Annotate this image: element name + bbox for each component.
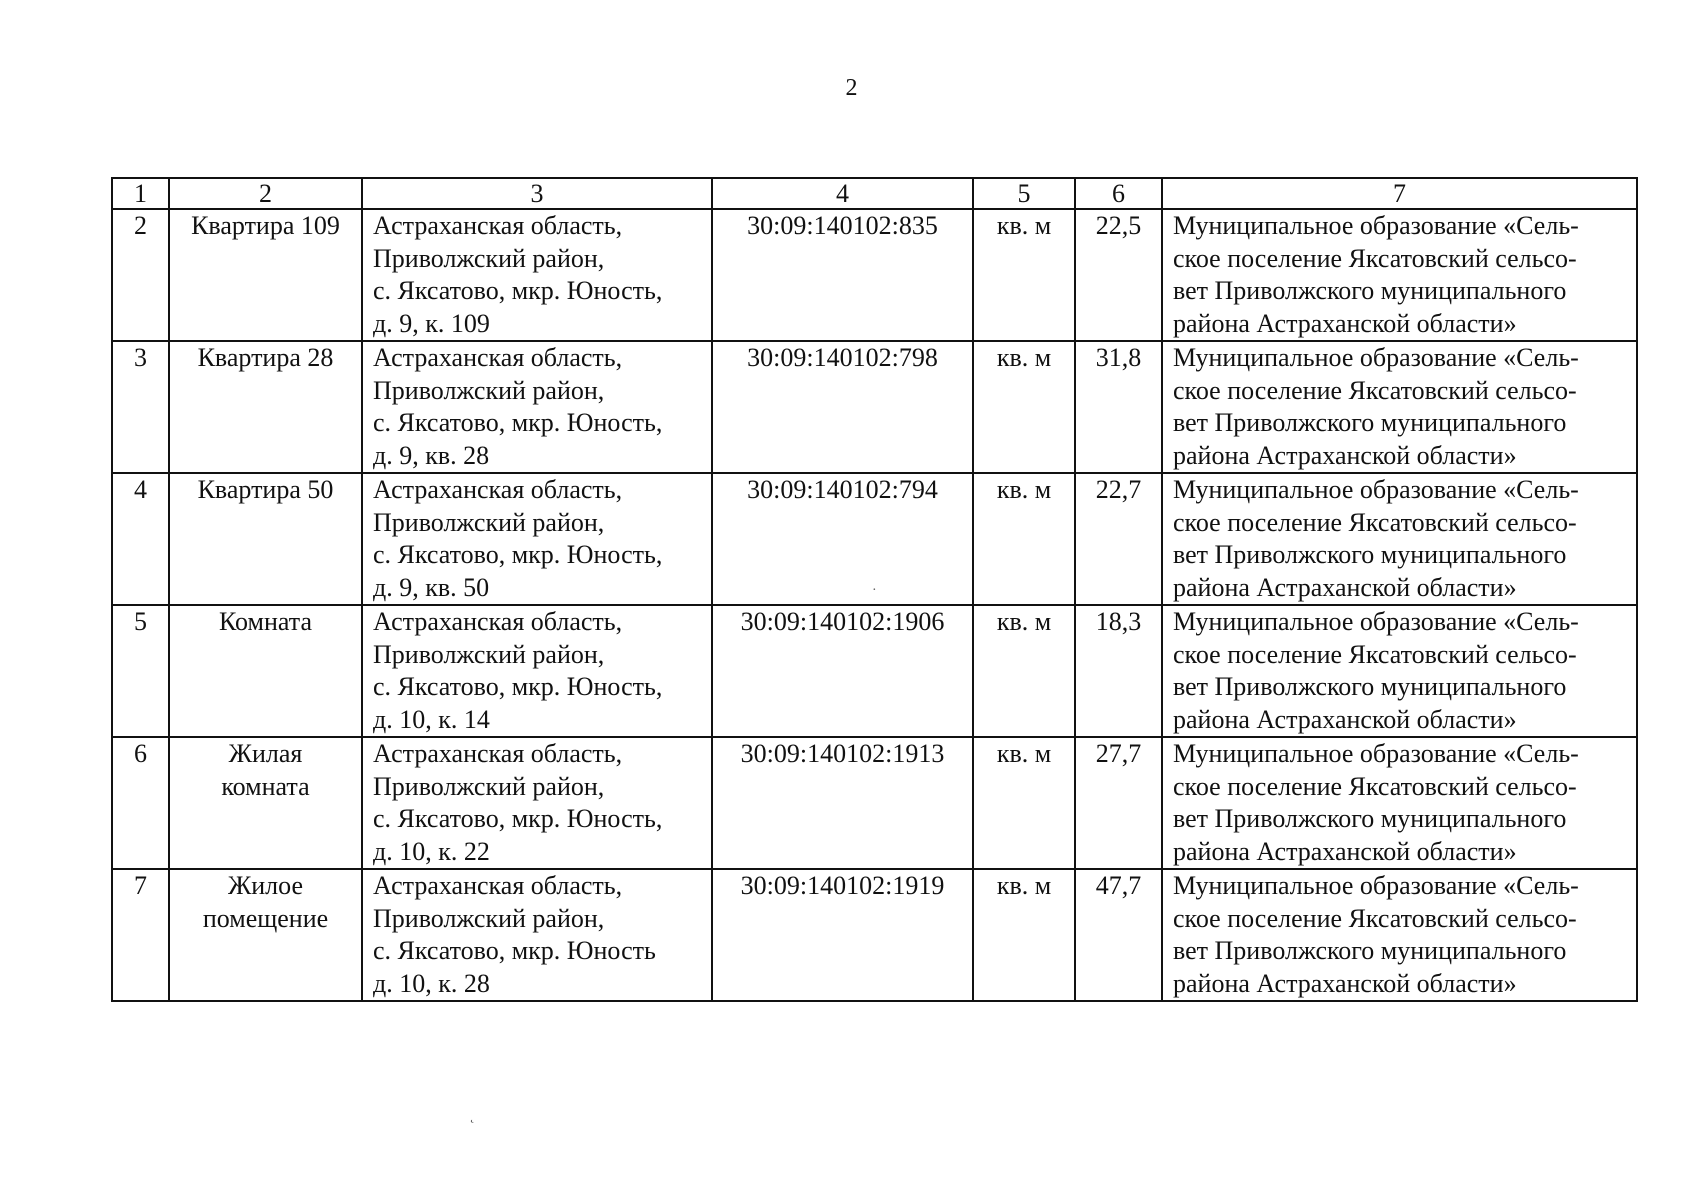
cadastral-number-cell: 30:09:140102:1919 xyxy=(712,869,973,1001)
address-cell-line: Приволжский район, xyxy=(373,639,605,669)
owner-cell-line: вет Приволжского муниципального xyxy=(1173,540,1567,569)
object-name-cell xyxy=(169,737,362,869)
owner-cell-line: Муниципальное образование «Сель- xyxy=(1173,475,1579,504)
address-cell-line: Астраханская область, xyxy=(373,871,623,900)
address-cell xyxy=(362,869,712,1001)
owner-cell-line: района Астраханской области» xyxy=(1173,440,1517,470)
address-cell-line: с. Яксатово, мкр. Юность, xyxy=(373,276,663,305)
address-cell-line: с. Яксатово, мкр. Юность xyxy=(373,936,656,965)
owner-cell-line: ское поселение Яксатовский сельсо- xyxy=(1173,243,1577,273)
owner-cell-line: ское поселение Яксатовский сельсо- xyxy=(1173,771,1577,801)
address-cell-line: д. 9, кв. 50 xyxy=(373,572,490,602)
owner-cell-line: ское поселение Яксатовский сельсо- xyxy=(1173,507,1577,537)
owner-cell-line: вет Приволжского муниципального xyxy=(1173,276,1567,305)
address-cell-line: Астраханская область, xyxy=(373,607,623,636)
owner-cell-line: Муниципальное образование «Сель- xyxy=(1173,343,1579,372)
object-name-cell xyxy=(169,209,362,341)
column-number-header: 3 xyxy=(362,178,712,209)
unit-cell: кв. м xyxy=(973,341,1075,473)
area-cell: 47,7 xyxy=(1075,869,1162,1001)
owner-cell-line: района Астраханской области» xyxy=(1173,308,1517,338)
address-cell-line: д. 10, к. 14 xyxy=(373,704,490,734)
table-row xyxy=(112,869,1637,1001)
address-cell-line: с. Яксатово, мкр. Юность, xyxy=(373,540,663,569)
area-cell: 18,3 xyxy=(1075,605,1162,737)
object-name-cell-line: Квартира 109 xyxy=(191,211,340,240)
owner-cell xyxy=(1162,209,1637,341)
address-cell xyxy=(362,737,712,869)
owner-cell xyxy=(1162,737,1637,869)
unit-cell: кв. м xyxy=(973,869,1075,1001)
address-cell xyxy=(362,341,712,473)
unit-cell: кв. м xyxy=(973,473,1075,605)
owner-cell-line: ское поселение Яксатовский сельсо- xyxy=(1173,639,1577,669)
address-cell-line: с. Яксатово, мкр. Юность, xyxy=(373,804,663,833)
object-name-cell-line: Квартира 50 xyxy=(197,475,334,504)
owner-cell-line: района Астраханской области» xyxy=(1173,968,1517,998)
page-number: 2 xyxy=(845,75,858,101)
column-number-header: 5 xyxy=(973,178,1075,209)
owner-cell-line: ское поселение Яксатовский сельсо- xyxy=(1173,903,1577,933)
owner-cell-line: Муниципальное образование «Сель- xyxy=(1173,871,1579,900)
object-name-cell xyxy=(169,341,362,473)
object-name-cell xyxy=(169,869,362,1001)
column-number-header: 7 xyxy=(1162,178,1637,209)
address-cell-line: Приволжский район, xyxy=(373,507,605,537)
owner-cell xyxy=(1162,341,1637,473)
cadastral-number-cell: 30:09:140102:835 xyxy=(712,209,973,341)
object-name-cell-line: Жилое xyxy=(227,871,304,900)
object-name-cell xyxy=(169,473,362,605)
unit-cell: кв. м xyxy=(973,605,1075,737)
owner-cell-line: района Астраханской области» xyxy=(1173,572,1517,602)
owner-cell-line: вет Приволжского муниципального xyxy=(1173,672,1567,701)
owner-cell-line: района Астраханской области» xyxy=(1173,836,1517,866)
owner-cell-line: Муниципальное образование «Сель- xyxy=(1173,607,1579,636)
column-number-header: 2 xyxy=(169,178,362,209)
owner-cell xyxy=(1162,473,1637,605)
owner-cell xyxy=(1162,869,1637,1001)
address-cell xyxy=(362,209,712,341)
owner-cell-line: вет Приволжского муниципального xyxy=(1173,804,1567,833)
address-cell-line: с. Яксатово, мкр. Юность, xyxy=(373,672,663,701)
object-name-cell xyxy=(169,605,362,737)
owner-cell-line: ское поселение Яксатовский сельсо- xyxy=(1173,375,1577,405)
address-cell-line: Астраханская область, xyxy=(373,211,623,240)
cadastral-number-cell: 30:09:140102:794 xyxy=(712,473,973,605)
address-cell-line: д. 10, к. 22 xyxy=(373,836,490,866)
address-cell-line: д. 9, кв. 28 xyxy=(373,440,490,470)
scan-speck: ˛ xyxy=(470,1109,475,1124)
address-cell-line: Приволжский район, xyxy=(373,243,605,273)
area-cell: 22,5 xyxy=(1075,209,1162,341)
table-row xyxy=(112,605,1637,737)
row-number-cell: 5 xyxy=(112,605,169,737)
owner-cell-line: вет Приволжского муниципального xyxy=(1173,936,1567,965)
owner-cell-line: Муниципальное образование «Сель- xyxy=(1173,739,1579,768)
address-cell-line: с. Яксатово, мкр. Юность, xyxy=(373,408,663,437)
owner-cell xyxy=(1162,605,1637,737)
area-cell: 22,7 xyxy=(1075,473,1162,605)
unit-cell: кв. м xyxy=(973,737,1075,869)
column-number-header: 6 xyxy=(1075,178,1162,209)
address-cell-line: Приволжский район, xyxy=(373,771,605,801)
row-number-cell: 4 xyxy=(112,473,169,605)
area-cell: 31,8 xyxy=(1075,341,1162,473)
row-number-cell: 6 xyxy=(112,737,169,869)
table-header-row xyxy=(112,178,1637,209)
address-cell xyxy=(362,473,712,605)
address-cell-line: Приволжский район, xyxy=(373,903,605,933)
address-cell-line: д. 9, к. 109 xyxy=(373,308,490,338)
area-cell: 27,7 xyxy=(1075,737,1162,869)
address-cell xyxy=(362,605,712,737)
object-name-cell-line: Квартира 28 xyxy=(197,343,334,372)
table-row xyxy=(112,209,1637,341)
owner-cell-line: Муниципальное образование «Сель- xyxy=(1173,211,1579,240)
address-cell-line: Астраханская область, xyxy=(373,343,623,372)
object-name-cell-line: Жилая xyxy=(228,739,303,768)
address-cell-line: Астраханская область, xyxy=(373,475,623,504)
scan-speck: · xyxy=(872,583,877,598)
address-cell-line: Астраханская область, xyxy=(373,739,623,768)
owner-cell-line: района Астраханской области» xyxy=(1173,704,1517,734)
column-number-header: 4 xyxy=(712,178,973,209)
unit-cell: кв. м xyxy=(973,209,1075,341)
row-number-cell: 7 xyxy=(112,869,169,1001)
address-cell-line: д. 10, к. 28 xyxy=(373,968,490,998)
row-number-cell: 3 xyxy=(112,341,169,473)
cadastral-number-cell: 30:09:140102:1913 xyxy=(712,737,973,869)
table-row xyxy=(112,737,1637,869)
object-name-cell-line: помещение xyxy=(202,903,329,933)
object-name-cell-line: комната xyxy=(221,771,310,801)
address-cell-line: Приволжский район, xyxy=(373,375,605,405)
table-row xyxy=(112,341,1637,473)
object-name-cell-line: Комната xyxy=(218,607,312,636)
cadastral-number-cell: 30:09:140102:1906 xyxy=(712,605,973,737)
cadastral-number-cell: 30:09:140102:798 xyxy=(712,341,973,473)
owner-cell-line: вет Приволжского муниципального xyxy=(1173,408,1567,437)
row-number-cell: 2 xyxy=(112,209,169,341)
column-number-header: 1 xyxy=(112,178,169,209)
